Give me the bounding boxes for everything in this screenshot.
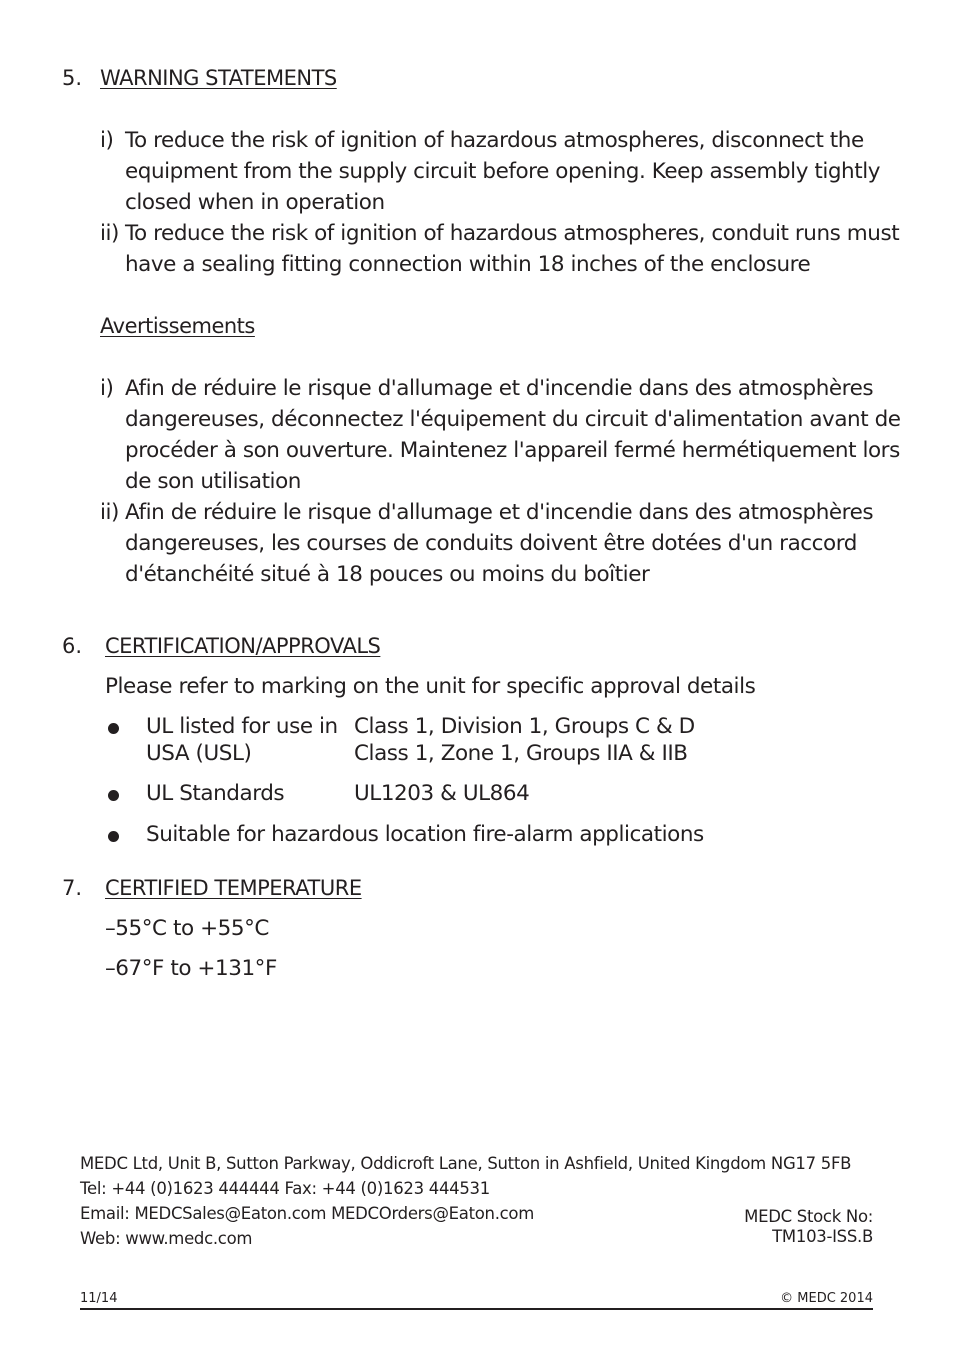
temperature-fahrenheit: –67°F to +131°F (105, 956, 277, 981)
ul-standards-value: UL1203 & UL864 (354, 781, 530, 806)
stock-number-label: MEDC Stock No: (744, 1207, 873, 1226)
footer-web: Web: www.medc.com (80, 1229, 253, 1248)
section-5-number: 5. (62, 66, 83, 90)
warning-item-2-line-2: have a sealing fitting connection within 18 inches of the enclosure (125, 252, 811, 277)
bullet-icon (108, 831, 119, 842)
french-item-1-line-2: dangereuses, déconnectez l'équipement du circuit d'alimentation avant de (125, 407, 901, 432)
section-7-heading: CERTIFIED TEMPERATURE (105, 876, 362, 900)
issue-date: 11/14 (80, 1291, 118, 1306)
french-item-2-line-1: Afin de réduire le risque d'allumage et d'incendie dans des atmosphères (125, 500, 874, 525)
french-item-1-line-1: Afin de réduire le risque d'allumage et d'incendie dans des atmosphères (125, 376, 874, 401)
temperature-celsius: –55°C to +55°C (105, 916, 269, 941)
warning-item-1-line-3: closed when in operation (125, 190, 385, 215)
warning-item-2-marker: ii) (100, 221, 119, 246)
bullet-icon (108, 790, 119, 801)
ul-listed-label-line-1: UL listed for use in (146, 714, 338, 739)
section-6-number: 6. (62, 634, 83, 658)
footer-rule (80, 1308, 873, 1310)
stock-number: TM103-ISS.B (772, 1227, 873, 1246)
ul-listed-label-line-2: USA (USL) (146, 741, 252, 766)
warning-item-2-line-1: To reduce the risk of ignition of hazardous atmospheres, conduit runs must (125, 221, 900, 246)
ul-listed-value-line-1: Class 1, Division 1, Groups C & D (354, 714, 695, 739)
ul-standards-label: UL Standards (146, 781, 285, 806)
fire-alarm-suitability: Suitable for hazardous location fire-alarm applications (146, 822, 704, 847)
french-item-1-line-4: de son utilisation (125, 469, 301, 494)
ul-listed-value-line-2: Class 1, Zone 1, Groups IIA & IIB (354, 741, 688, 766)
warning-item-1-line-2: equipment from the supply circuit before opening. Keep assembly tightly (125, 159, 881, 184)
copyright: © MEDC 2014 (780, 1291, 873, 1306)
section-7-number: 7. (62, 876, 83, 900)
section-5-heading: WARNING STATEMENTS (100, 66, 337, 90)
french-warnings-heading: Avertissements (100, 314, 255, 338)
footer-email: Email: MEDCSales@Eaton.com MEDCOrders@Eaton.com (80, 1204, 534, 1223)
warning-item-1-line-1: To reduce the risk of ignition of hazardous atmospheres, disconnect the (125, 128, 864, 153)
french-item-2-marker: ii) (100, 500, 119, 525)
french-item-1-marker: i) (100, 376, 114, 401)
french-item-1-line-3: procéder à son ouverture. Maintenez l'appareil fermé hermétiquement lors (125, 438, 900, 463)
footer-phone: Tel: +44 (0)1623 444444 Fax: +44 (0)1623 444531 (80, 1179, 490, 1198)
french-item-2-line-3: d'étanchéité situé à 18 pouces ou moins du boîtier (125, 562, 650, 587)
approvals-intro: Please refer to marking on the unit for specific approval details (105, 674, 756, 699)
warning-item-1-marker: i) (100, 128, 114, 153)
footer-address: MEDC Ltd, Unit B, Sutton Parkway, Oddicroft Lane, Sutton in Ashfield, United Kingdom NG17 5FB (80, 1154, 852, 1173)
french-item-2-line-2: dangereuses, les courses de conduits doivent être dotées d'un raccord (125, 531, 857, 556)
section-6-heading: CERTIFICATION/APPROVALS (105, 634, 381, 658)
bullet-icon (108, 723, 119, 734)
